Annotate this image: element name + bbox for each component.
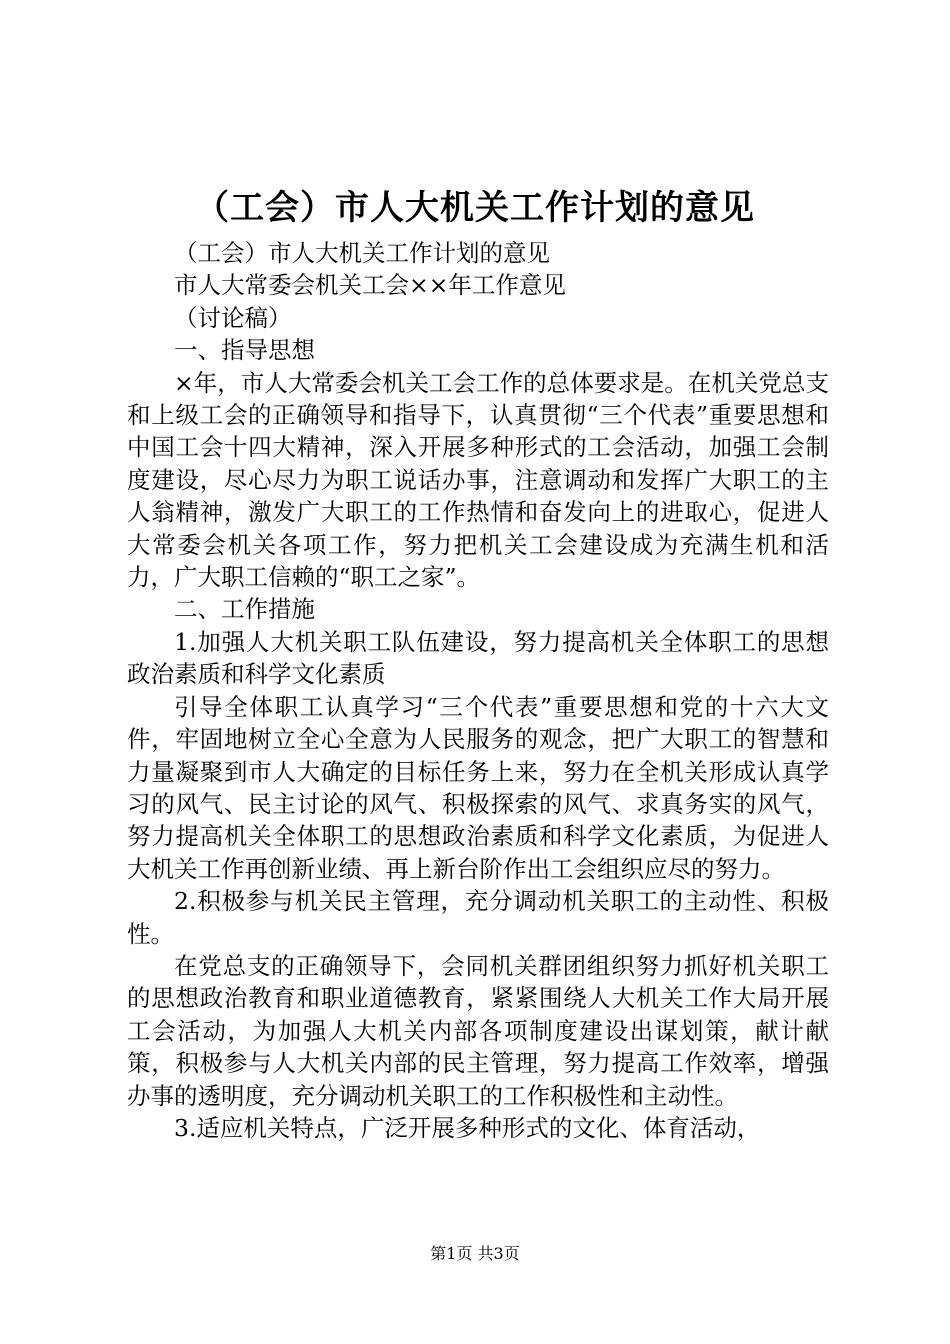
paragraph-guiding-ideology: ×年，市人大常委会机关工会工作的总体要求是。在机关党总支和上级工会的正确领导和指导下，认真贯彻“三个代表”重要思想和中国工会十四大精神，深入开展多种形式的工会活动，加强工会制度建设，尽心尽力为职工说话办事，注意调动和发挥广大职工的主人翁精神，激发广大职工的工作热情和奋发向上的进取心，促进人大常委会机关各项工作，努力把机关工会建设成为充满生机和活力，广大职工信赖的“职工之家”。 bbox=[127, 368, 829, 592]
paragraph-heading-repeat: （工会）市人大机关工作计划的意见 bbox=[174, 239, 550, 267]
section-heading-measures: 二、工作措施 bbox=[174, 595, 315, 624]
measure-1-heading: 1.加强人大机关职工队伍建设，努力提高机关全体职工的思想政治素质和科学文化素质 bbox=[127, 627, 829, 689]
measure-3-heading: 3.适应机关特点，广泛开展多种形式的文化、体育活动， bbox=[174, 1113, 761, 1142]
document-title: （工会）市人大机关工作计划的意见 bbox=[195, 188, 755, 228]
measure-2-body: 在党总支的正确领导下，会同机关群团组织努力抓好机关职工的思想政治教育和职业道德教育，紧紧围绕人大机关工作大局开展工会活动，为加强人大机关内部各项制度建设出谋划策，献计献策，积极参与人大机关内部的民主管理，努力提高工作效率，增强办事的透明度，充分调动机关职工的工作积极性和主动性。 bbox=[127, 951, 829, 1110]
measure-1-body: 引导全体职工认真学习“三个代表”重要思想和党的十六大文件，牢固地树立全心全意为人民服务的观念，把广大职工的智慧和力量凝聚到市人大确定的目标任务上来，努力在全机关形成认真学习的风气、民主讨论的风气、积极探索的风气、求真务实的风气，努力提高机关全体职工的思想政治素质和科学文化素质，为促进人大机关工作再创新业绩、再上新台阶作出工会组织应尽的努力。 bbox=[127, 692, 829, 883]
paragraph-draft-note: （讨论稿） bbox=[174, 303, 292, 332]
section-heading-guiding-ideology: 一、指导思想 bbox=[174, 336, 315, 365]
measure-2-heading: 2.积极参与机关民主管理，充分调动机关职工的主动性、积极性。 bbox=[127, 887, 829, 948]
document-body bbox=[127, 237, 829, 1144]
page-footer: 第1页 共3页 bbox=[430, 1244, 520, 1263]
paragraph-subtitle: 市人大常委会机关工会××年工作意见 bbox=[174, 271, 566, 300]
